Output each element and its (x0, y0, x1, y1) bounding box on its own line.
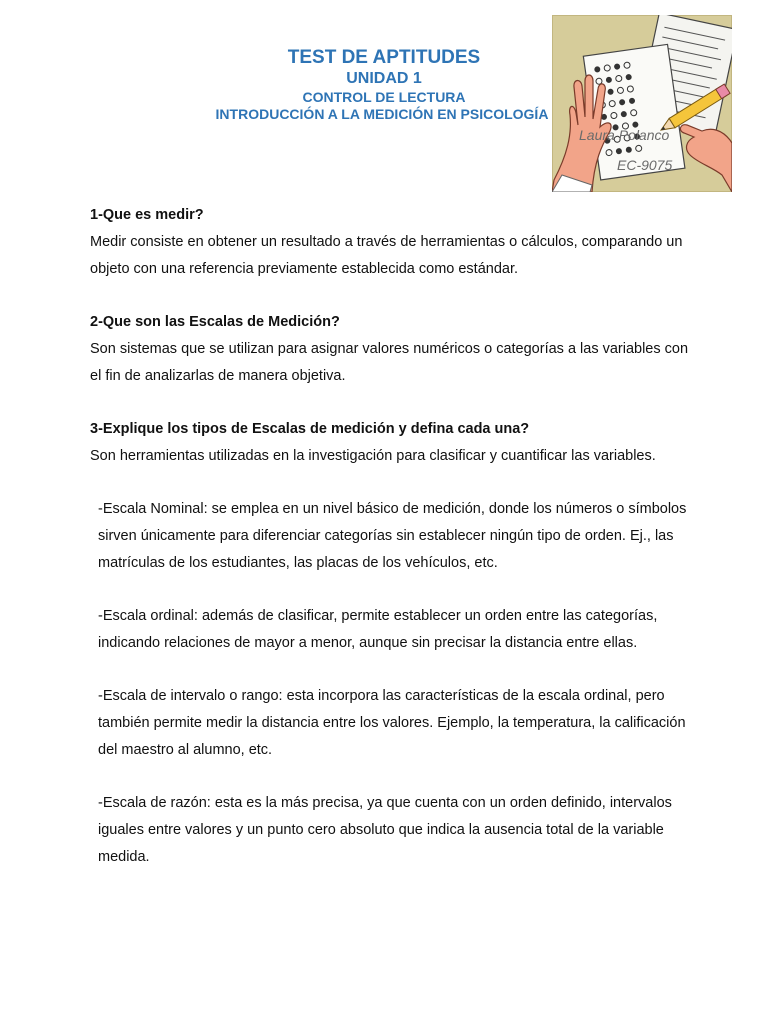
course-name: INTRODUCCIÓN A LA MEDICIÓN EN PSICOLOGÍA (215, 106, 549, 122)
answer-3-intro: Son herramientas utilizadas en la investigación para clasificar y cuantificar las variables. (90, 448, 656, 464)
spacer (90, 657, 690, 683)
answer-2: Son sistemas que se utilizan para asignar valores numéricos o categorías a las variables con el fin de analizarlas de manera objetiva. (90, 341, 689, 384)
document-title: TEST DE APTITUDES (287, 47, 481, 68)
document-body (90, 202, 690, 871)
ordinal-scale-definition: -Escala ordinal: además de clasificar, permite establecer un orden entre las categorías, indicando relaciones de mayor a menor, aunque sin precisar la distancia entre ellas. (98, 608, 658, 651)
unit-label: UNIDAD 1 (346, 70, 422, 87)
spacer (90, 283, 690, 309)
document-header (0, 0, 768, 200)
student-code: EC-9075 (617, 157, 673, 173)
author-name: Laura Polanco (579, 127, 670, 143)
subtitle: CONTROL DE LECTURA (302, 89, 466, 105)
question-3: 3-Explique los tipos de Escalas de medición y defina cada una? (90, 421, 530, 437)
question-1: 1-Que es medir? (90, 207, 204, 223)
spacer (90, 764, 690, 790)
spacer (90, 470, 690, 496)
spacer (90, 577, 690, 603)
ratio-scale-definition: -Escala de razón: esta es la más precisa, ya que cuenta con un orden definido, intervalos iguales entre valores y un punto cero absoluto que indica la ausencia total de la variable medida. (98, 795, 672, 865)
spacer (90, 390, 690, 416)
title-block (200, 47, 568, 123)
question-2: 2-Que son las Escalas de Medición? (90, 314, 340, 330)
nominal-scale-definition: -Escala Nominal: se emplea en un nivel básico de medición, donde los números o símbolos sirven únicamente para diferenciar categorías sin establecer ningún tipo de orden. Ej., las matrículas de los estudiantes, las placas de los vehículos, etc. (98, 501, 687, 571)
answer-1: Medir consiste en obtener un resultado a través de herramientas o cálculos, comparando un objeto con una referencia previamente establecida como estándar. (90, 234, 683, 277)
interval-scale-definition: -Escala de intervalo o rango: esta incorpora las características de la escala ordinal, pero también permite medir la distancia entre los valores. Ejemplo, la temperatura, la calificación del maestro al alumno, etc. (98, 688, 686, 758)
